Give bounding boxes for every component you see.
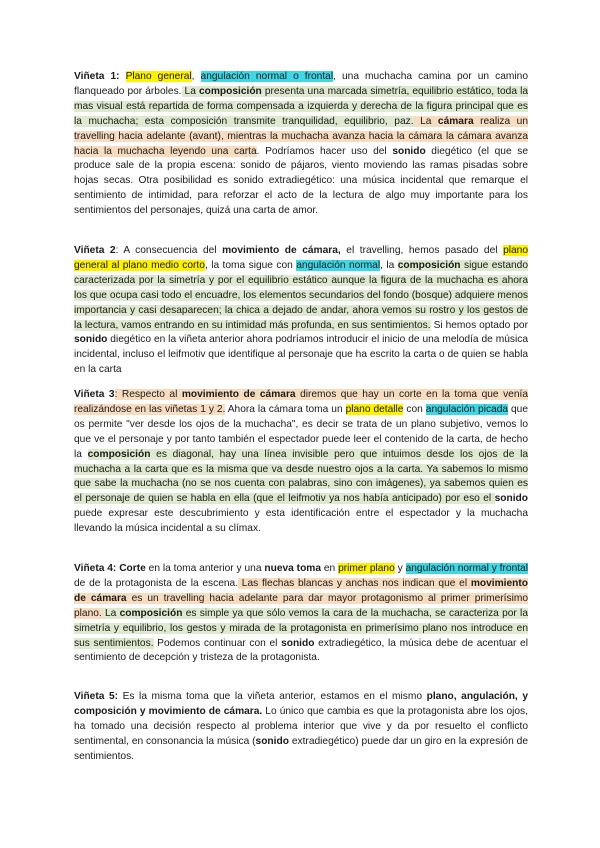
highlight-green: composición es diagonal, hay una línea invisible pero que intuimos desde los ojos de la muchacha a la carta que es la misma que va desde nuestro ojos a la carta. Ya sabemos lo mismo que sabe la muchacha (no se nos cuenta con palabras, sino con imágenes), ya sabemos quien es el personaje de quien se habla en ella (que el leifmotiv ya nos había anticipado) por eso el: [74, 448, 528, 505]
paragraph-vineta-1: Viñeta 1: Plano general, angulación normal o frontal, una muchacha camina por un camino flanqueado por árboles. La composición presenta una marcada simetría, equilibrio estático, toda la mas visual está repartida de forma compensada a izquierda y derecha de la figura principal que es la muchacha; esta composición transmite tranquilidad, equilibrio, paz. La cámara realiza un travelling hacia adelante (avant), mientras la muchacha avanza hacia la cámara la cámara avanza hacia la muchacha leyendo una carta. Podríamos hacer uso del sonido diegético (el que se produce sale de la propia escena: sonido de pájaros, viento moviendo las ramas pisadas sobre hojas secas. Otra posibilidad es sonido extradiegético: una música incidental que remarque el sentimiento de intimidad, para reforzar el acto de la lectura de algo muy importante para los sentimientos del personajes, quizá una carta de amor.: [74, 71, 528, 217]
highlight-yellow: primer plano: [338, 563, 395, 574]
vineta-label: Viñeta 5:: [74, 691, 119, 702]
highlight-green: La composición presenta una marcada simetría, equilibrio estático, toda la mas visual está repartida de forma compensada a izquierda y derecha de la figura principal que es la muchacha; esta composición transmite tranquilidad, equilibrio, paz.: [74, 85, 528, 127]
highlight-cyan: angulación normal y frontal: [405, 563, 528, 574]
vineta-label: Viñeta 1:: [74, 71, 120, 82]
highlight-cyan: angulación picada: [425, 403, 509, 415]
paragraph-vineta-5: Viñeta 5: Es la misma toma que la viñeta anterior, estamos en el mismo plano, angulación, y composición y movimiento de cámara. Lo único que cambia es que la protagonista abre los ojos, ha tomado una decisión respecto al problema interior que vive y da por resuelto el conflicto sentimental, en consonancia la música (sonido extradiegético) puede dar un giro en la expresión de sentimientos.: [74, 691, 528, 762]
highlight-cyan: angulación normal: [296, 259, 381, 271]
highlight-orange: : Respecto al movimiento de cámara diremos que hay un corte en la toma que venía realizándose en las viñetas 1 y 2.: [74, 389, 528, 415]
highlight-yellow: Plano general: [125, 71, 192, 82]
highlight-green: La composición es simple ya que sólo vemos la cara de la muchacha, se caracteriza por la simetría y equilibrio, los gestos y mirada de la protagonista en primerísimo plano nos introduce en sus sentimientos.: [74, 607, 528, 649]
vineta-label: Viñeta 4:: [74, 563, 117, 574]
highlight-yellow: plano detalle: [345, 403, 404, 415]
highlight-green: composición sigue estando caracterizada por la simetría y por el equilibrio estático aunque la figura de la muchacha es ahora los que ocupa casi todo el encuadre, los elementos secundarios del fondo (bosque) adquiere menos importancia y casi desaparecen; la chica a dejado de andar, ahora vemos su rostro y los gestos de la lectura, vamos entrando en su intimidad más profunda, en sus sentimientos.: [74, 259, 528, 331]
highlight-orange: Las flechas blancas y anchas nos indican que el movimiento de cámara es un travelling hacia adelante para dar mayor protagonismo al primer primerísimo plano.: [74, 577, 529, 619]
paragraph-vineta-3: Viñeta 3: Respecto al movimiento de cámara diremos que hay un corte en la toma que venía realizándose en las viñetas 1 y 2. Ahora la cámara toma un plano detalle con angulación picada que os permite "ver desde los ojos de la muchacha", es decir se trata de un plano subjetivo, vemos lo que ve el personaje y por tanto también el espectador puede leer el contenido de la carta, de hecho la composición es diagonal, hay una línea invisible pero que intuimos desde los ojos de la muchacha a la carta que es la misma que va desde nuestro ojos a la carta. Ya sabemos lo mismo que sabe la muchacha (no se nos cuenta con palabras, sino con imágenes), ya sabemos quien es el personaje de quien se habla en ella (que el leifmotiv ya nos había anticipado) por eso el sonido puede expresar este descubrimiento y esta identificación entre el espectador y la muchacha llevando la música incidental a su clímax.: [74, 389, 529, 535]
vineta-label: Viñeta 3: [74, 389, 115, 400]
highlight-cyan: angulación normal o frontal: [200, 71, 334, 82]
highlight-yellow: plano general al plano medio corto: [74, 245, 528, 271]
paragraph-vineta-4: Viñeta 4: Corte en la toma anterior y una nueva toma en primer plano y angulación normal y frontal de de la protagonista de la escena. Las flechas blancas y anchas nos indican que el movimiento de cámara es un travelling hacia adelante para dar mayor protagonismo al primer primerísimo plano. La composición es simple ya que sólo vemos la cara de la muchacha, se caracteriza por la simetría y equilibrio, los gestos y mirada de la protagonista en primerísimo plano nos introduce en sus sentimientos. Podemos continuar con el sonido extradiegético, la música debe de acentuar el sentimiento de decepción y tristeza de la protagonista.: [74, 563, 529, 664]
highlight-orange: La cámara realiza un travelling hacia adelante (avant), mientras la muchacha avanza hacia la cámara la cámara avanza hacia la muchacha leyendo una carta: [74, 115, 528, 157]
vineta-label: Viñeta 2: [74, 245, 116, 256]
paragraph-vineta-2: Viñeta 2: A consecuencia del movimiento de cámara, el travelling, hemos pasado del plano general al plano medio corto, la toma sigue con angulación normal, la composición sigue estando caracterizada por la simetría y por el equilibrio estático aunque la figura de la muchacha es ahora los que ocupa casi todo el encuadre, los elementos secundarios del fondo (bosque) adquiere menos importancia y casi desaparecen; la chica a dejado de andar, ahora vemos su rostro y los gestos de la lectura, vamos entrando en su intimidad más profunda, en sus sentimientos. Si hemos optado por sonido diegético en la viñeta anterior ahora podríamos introducir el inicio de una melodía de música incidental, incluso el leifmotiv que identifique al personaje que ha escrito la carta o de quien se habla en la carta: [74, 245, 528, 376]
